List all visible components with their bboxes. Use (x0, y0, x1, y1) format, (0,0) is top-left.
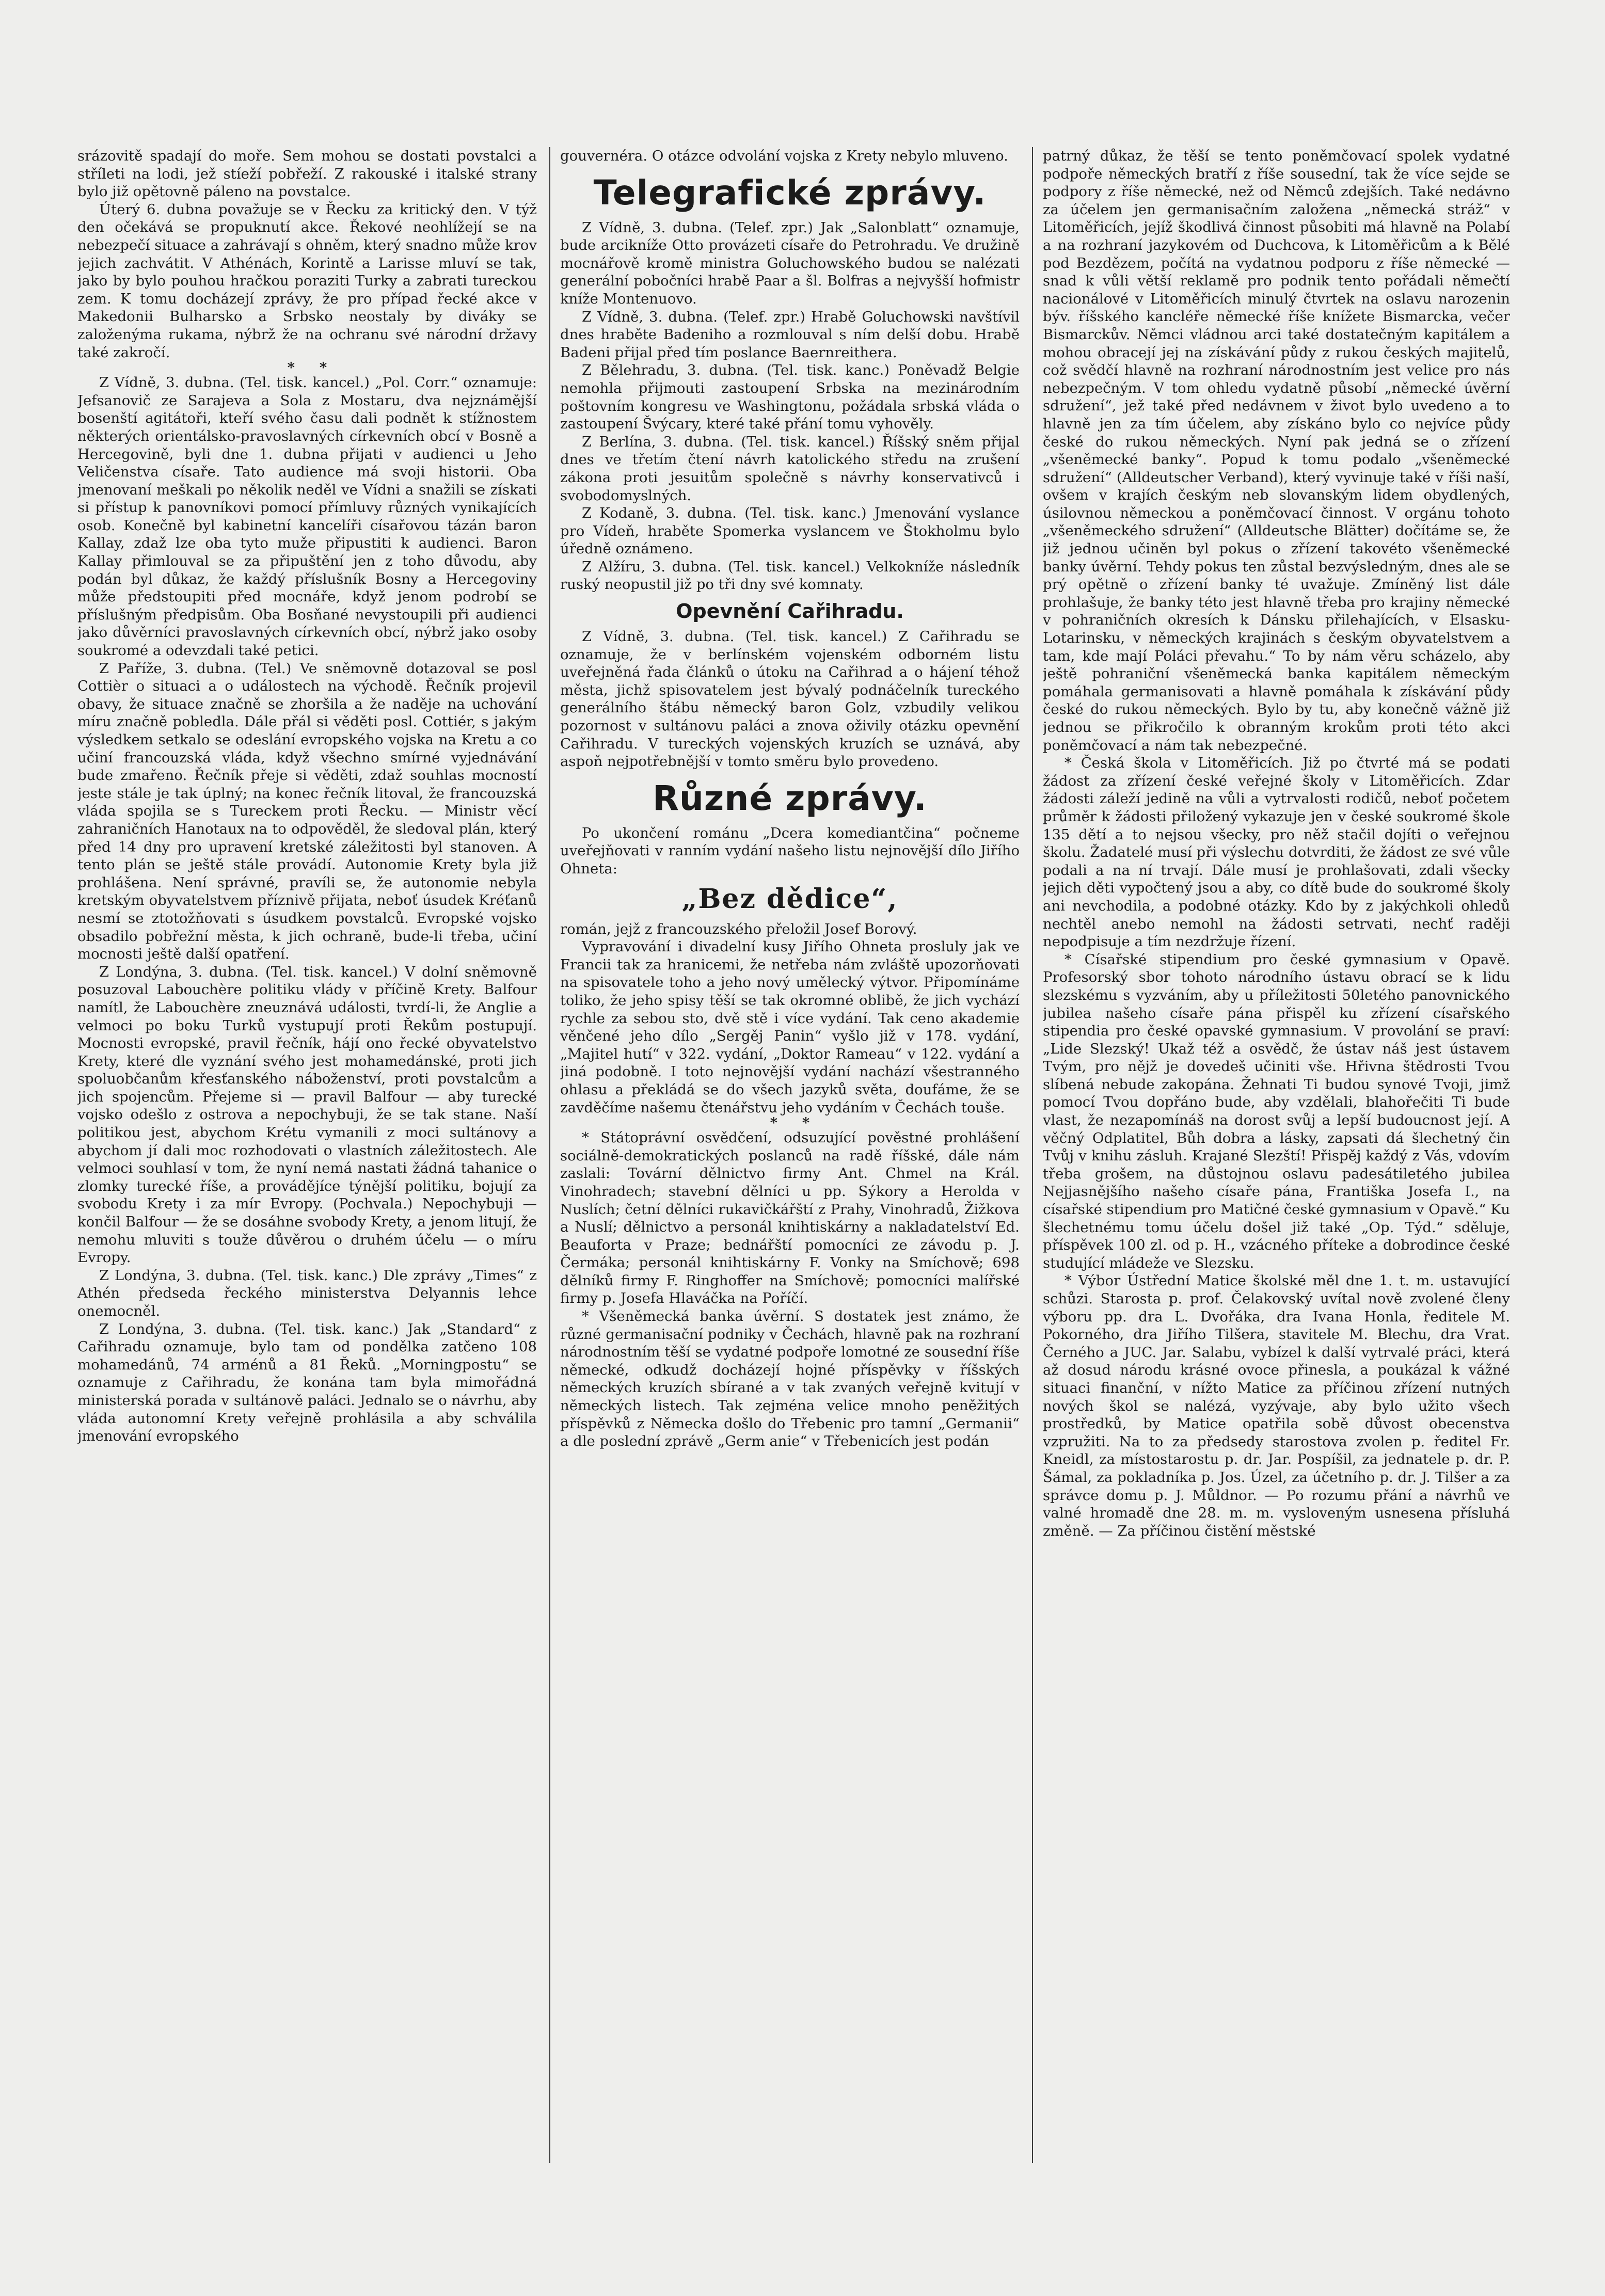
news-item: * Výbor Ústřední Matice školské měl dne 1. t. m. ustavující schůzi. Starosta p. prof. Čelakovský uvítal nově zvolené členy výboru pp. dra L. Dvořáka, dra Ivana Honla, ředitele M. Pokorného, dra Jiřího Tilšera, stavitele M. Blechu, dra Vrat. Černého a JUC. Jar. Salabu, vybízel k další vytrvalé práci, která až dosud národu krásné ovoce přinesla, a poukázal k vážné situaci finanční, v nížto Matice za příčinou zřízení nutných nových škol se nalézá, vyzývaje, aby bylo užito všech prostředků, by Matice opatřila sobě důvost obecenstva vzpružiti. Na to za předsedy starostova zvolen p. ředitel Fr. Kneidl, za místostarostu p. dr. Jar. Pospíšil, za jednatele p. dr. P. Šámal, za pokladníka p. Jos. Úzel, za účetního p. dr. J. Tilšer a za správce domu p. J. Můldnor. — Po rozumu přání a návrhů ve valné hromadě dne 28. m. m. vysloveným usnesena přísluhá změně. — Za příčinou čistění městské (1043, 1272, 1510, 1539)
separator-stars: * * (770, 1114, 810, 1131)
article-paragraph: Vypravování i divadelní kusy Jiřího Ohneta prosluly jak ve Francii tak za hranicemi, že netřeba nám zvláště upozorňovati na spisovatele toho a jeho nový umělecký výtvor. Připomínáme toliko, že jeho spisy těší se tak okromné oblibě, že jich vychází rychle za sebou sto, dvě stě i více vydání. Tak ceno akademie věnčené jeho dílo „Sergěj Panin“ vyšlo již v 178. vydání, „Majitel hutí“ v 322. vydání, „Doktor Rameau“ v 122. vydání a jiná podobně. I toto nejnovější vydání nachází všestranného ohlasu a překládá se do všech jazyků světa, doufáme, že se zavděčíme našemu čtenářstvu jeho vydáním v Čechách touše. (560, 938, 1020, 1116)
telegraf-dispatch: Z Vídně, 3. dubna. (Telef. zpr.) Hrabě Goluchowski navštívil dnes hraběte Badeniho a rozmlouval s ním delší dobu. Hrabě Badeni přijal před tím poslance Baernreithera. (560, 308, 1020, 361)
newspaper-page (77, 147, 1510, 2163)
separator-stars: * * (287, 359, 327, 376)
dispatch-paris: Z Paříže, 3. dubna. (Tel.) Ve sněmovně dotazoval se posl Cottièr o situaci a o událostech na východě. Řečník projevil obavy, že situace značně se zhoršila a že naděje na uchování míru značně pobledla. Dále přál si věděti posl. Cottiér, s jakým výsledkem setkalo se odeslání evropského vojska na Kretu a co učiní francouzská vláda, když všechno smírné vyjednávání bude zmařeno. Řečník přeje si věděti, zdaž souhlas mocností jeste stále je tak úplný; na konec řečník litoval, že francouzská vláda spojila se s Tureckem proti Řecku. — Ministr věcí zahraničních Hanotaux na to odpověděl, že sledoval plán, který před 14 dny pro upravení kretské záležitosti byl stanoven. A tento plán se ještě stále provádí. Autonomie Krety byla již prohlášena. Není správné, pravíli se, že autonomie nebyla kretským obyvatelstvem příznivě přijata, neboť úsudek Kréťanů nesmí se ztotožňovati s úsudkem povstalců. Evropské vojsko obsadilo pobřežní města, k jich ochraně, bude-li třeba, učiní mocnosti ještě další opatření. (77, 660, 537, 963)
news-item: * Česká škola v Litoměřicích. Již po čtvrté má se podati žádost za zřízení české veřejné školy v Litoměřicích. Zdar žádosti záleží jedině na vůli a vytrvalosti rodičů, neboť početem průměr k žádosti přiložený vykazuje jen v české soukromé škole 135 dětí a to nejsou všecky, pro něž stačil dojíti o veřejnou školu. Žadatelé musí při výslechu dotvrditi, že žádost ze své vůle podali a na ní trvají. Dále musí je prohlašovati, zdali všecky jejich děti vypočtený jsou a aby, co dítě bude do soukromé školy ani nevchodila, a podobné otázky. Kdo by z jakýchkoli ohledů nechtěl anebo nemohl na žádosti setrvati, nechť raději nepodpisuje a tím nezdržuje řízení. (1043, 755, 1510, 950)
column-1 (77, 147, 537, 2163)
section-heading-ruzne: Různé zprávy. (653, 778, 927, 818)
article-paragraph: román, jejž z francouzského přeložil Josef Borový. (560, 920, 917, 937)
article-paragraph: Po ukončení románu „Dcera komediantčina“ počneme uveřejňovati v ranním vydání našeho listu nejnovější dílo Jiřího Ohneta: (560, 824, 1020, 877)
novel-title: „Bez dědice“, (681, 883, 898, 915)
news-item: * Císařské stipendium pro české gymnasium v Opavě. Profesorský sbor tohoto národního ústavu obrací se k lidu slezskému s vyzváním, aby u příležitosti 50letého panovnického jubilea našeho císaře pána přispěl ku zřízení císařského stipendia pro české opavské gymnasium. V provolání se praví: „Lide Slezský! Ukaž též a osvědč, že ústav náš jest ústavem Tvým, pro nějž je dovedeš učiniti vše. Hřivna štědrosti Tvou slíbená nebude zakopána. Žehnati Ti budou synové Tvoji, jimž pomocí Tvou dopřáno bude, aby vzdělali, blahořečiti Ti bude vlast, že nezapomínáš na dorost svůj a lepší budoucnost její. A věčný Odplatitel, Bůh dobra a lásky, zapsati dá šlechetný čin Tvůj v knihu zásluh. Krajané Slezští! Přispěj každý z Vás, vdovím třeba grošem, na důstojnou oslavu padesátiletého jubilea Nejjasnějšího našeho císaře pána, Františka Josefa I., na císařské stipendium pro Matičné české gymnasium v Opavě.“ Ku šlechetnému tomu účelu došel již také „Op. Týd.“ sděluje, příspěvek 100 zl. od p. H., vzácného příteke a dobrodince české studující mládeže ve Slezsku. (1043, 951, 1510, 1271)
subheading-opevneni: Opevnění Cařihradu. (676, 600, 904, 623)
telegraf-dispatch: Z Berlína, 3. dubna. (Tel. tisk. kancel.) Říšský sněm přijal dnes ve třetím čtení návrh katolického středu na zrušení zákona proti jesuitům společně s návrhy konservativců i svobodomyslných. (560, 433, 1020, 504)
dispatch-vienna: Z Vídně, 3. dubna. (Tel. tisk. kancel.) „Pol. Corr.“ oznamuje: Jefsanovič ze Sarajeva a Sola z Mostaru, dva nejznámější bosenští agitátoři, kteří svého času dali podnět k stížnostem některých orientálsko-pravoslavných církevních obcí v Bosně a Hercegovině, byli dne 1. dubna přijati v audienci u Jeho Veličenstva císaře. Tato audience má svoji historii. Oba jmenovaní meškali po několik neděl ve Vídni a snažili se získati si přístup k panovníkovi pomocí přímluvy různých vynikajících osob. Konečně byl kabinetní kancelíři císařovou tázán baron Kallay, zdaž lze oba tyto muže připustiti k audienci. Baron Kallay přimlouval se za připuštění jen z toho důvodu, aby podán byl důkaz, že každý příslušník Bosny a Hercegoviny může předstoupiti před mocnáře, když jenom podrobí se příslušným předpisům. Oba Bosňané nevystoupili při audienci jako důvěrníci pravoslavných církevních obcí, nýbrž jako osoby soukromé a odevzdali také petici. (77, 374, 537, 659)
column-rule (549, 147, 550, 2163)
news-item: * Všeněmecká banka úvěrní. S dostatek jest známo, že různé germanisační podniky v Čechách, hlavně pak na rozhraní národnostním těší se vydatné podpoře lomotné ze sousední říše německé, odkudž docházejí hojné příspěvky v říšských německých kruzích sbírané a v tak zvaných veřejně kvitují v německých listech. Tak zejména velice mnoho peněžitých příspěvků z Německa došlo do Třebenic pro tamní „Germanii“ a dle poslední zprávě „Germ anie“ v Třebenicích jest podán (560, 1308, 1020, 1450)
article-paragraph: patrný důkaz, že těší se tento poněmčovací spolek vydatné podpoře německých bratří z říše sousední, tak že více sejde se podpory z říše německé, než od Němců zdejších. Také nedávno za účelem jen germanisačním založena „německá stráž“ v Litoměřicích, jejíž škodlivá činnost působiti má hlavně na Polabí a na rozhraní jazykovém od Duchcova, k Litoměřicům a k Bělé pod Bezdězem, počítá na vydatnou podporu z říše německé — snad k vůli větší reklamě pro podnik tento pořádali němečtí nacionálové v Litoměřicích minulý čtvrtek na oslavu narozenin býv. říšského kancléře německé říše knížete Bismarcka, večer Bismarckův. Němci vládnou arci také dostatečným kapitálem a mohou obracejí jej na získávání půdy z rukou českých majitelů, což svědčí hlavně na rozhraní národnostním jest velice pro nás nebezpečným. V tom ohledu vydatně působí „německé úvěrní sdružení“, jež také před nedávnem v život bylo uvedeno a to hlavně jen za tím účelem, aby získáno bylo co nejvíce půdy české do rukou německých. Nyní pak jedná se o zřízení „všeněmecké banky“. Popud k tomu podalo „všeněmecké sdružení“ (Alldeutscher Verband), který vyvinuje také v říši naší, ovšem v krajích českým neb slovanským lidem obydlených, úsilovnou německou a poněmčovací činnost. V orgánu tohoto „všeněmeckého sdružení“ (Alldeutsche Blätter) dočítáme se, že již jednou učiněn byl pokus o zřízení takovéto všeněmecké banky úvěrní. Tehdy pokus ten zůstal bezvýsledným, dnes ale se prý opětně o zřízení banky té uvažuje. Zmíněný list dále prohlašuje, že banky této jest hlavně třeba pro krajiny německé v pohraničních okresích k Dánsku přilehajících, v Elsasku-Lotarinsku, v německých krajinách s českým obyvatelstvem a tam, kde mají Poláci převahu.“ To by nám věru scházelo, aby ještě pohraniční všeněmecká banka kapitálem německým pomáhala germanisovati a hlavně pomáhala k získávání půdy české do rukou německých. Bylo by tu, aby konečně vážně již jednou se přikročilo k obranným krokům proti této akci poněmčovací a nám tak nebezpečné. (1043, 148, 1510, 754)
telegraf-dispatch: Z Vídně, 3. dubna. (Telef. zpr.) Jak „Salonblatt“ oznamuje, bude arcikníže Otto provázeti císaře do Petrohradu. Ve družině mocnářově kromě ministra Goluchowského budou se nalézati generální pobočníci hrabě Paar a šl. Bolfras a nejvyšší hofmistr kníže Montenuovo. (560, 219, 1020, 307)
column-rule (1032, 147, 1033, 2163)
column-2 (560, 147, 1020, 2163)
section-heading-telegraf: Telegrafické zprávy. (593, 172, 987, 213)
telegraf-dispatch: Z Alžíru, 3. dubna. (Tel. tisk. kancel.) Velkokníže následník ruský neopustil již po tři dny své komnaty. (560, 558, 1020, 593)
news-item: * Státoprávní osvědčení, odsuzující pověstné prohlášení sociálně-demokratických poslanců na radě říšské, dále nám zaslali: Tovární dělnictvo firmy Ant. Chmel na Král. Vinohradech; stavební dělníci u pp. Sýkory a Herolda v Nuslích; četní dělníci rukavičkářští z Prahy, Vinohradů, Žižkova a Nuslí; dělnictvo a personál knihtiskárny a nakladatelství Ed. Beauforta v Praze; bednářští pomocníci ze závodu p. J. Čermáka; personál knihtiskárny F. Vonky na Smíchově; 698 dělníků firmy F. Ringhoffer na Smíchově; pomocníci malířské firmy p. Josefa Hlaváčka na Poříčí. (560, 1129, 1020, 1307)
column-3 (1043, 147, 1510, 2163)
dispatch-london: Z Londýna, 3. dubna. (Tel. tisk. kancel.) V dolní sněmovně posuzoval Labouchère politiku vlády v příčině Krety. Balfour namítl, že Labouchère zneuznává události, tvrdí-li, že Anglie a velmoci po boku Turků vystupují proti Řekům postupují. Mocnosti evropské, pravil řečník, hájí ono řecké obyvatelstvo Krety, které dle vyznání svého jest mohamedánské, proti jich spoluobčanům křesťanského náboženství, proti povstalcům a jich spojencům. Přejeme si — pravil Balfour — aby turecké vojsko odešlo z ostrova a nepochybuji, že se tak stane. Naší politikou jest, abychom Krétu vymanili z moci sultánovy a abychom jí dali moc rozhodovati o vlastních záležitostech. Ale velmoci souhlasí v tom, že nyní nemá nastati žádná tahanice o zlomky turecké říše, a provádějíce týnější politiku, bojují za svobodu Krety i za mír Evropy. (Pochvala.) Nepochybuji — končil Balfour — že se dosáhne svobody Krety, a jenom litují, že nemohu mluviti s touže důvěrou o druhém účelu — o míru Evropy. (77, 963, 537, 1266)
article-paragraph: Z Vídně, 3. dubna. (Tel. tisk. kancel.) Z Cařihradu se oznamuje, že v berlínském vojenském odborném listu uveřejněná řada článků o útoku na Cařihrad a o hájení téhož města, jichž spisovatelem jest bývalý podnáčelník tureckého generálního štábu německý baron Golz, vzbudily velikou pozornost v sultánovu paláci a znova oživily otázku opevnění Cařihradu. V tureckých vojenských kruzích se uznává, aby aspoň nejpotřebnější v tomto směru bylo provedeno. (560, 628, 1020, 770)
telegraf-dispatch: Z Kodaně, 3. dubna. (Tel. tisk. kanc.) Jmenování vyslance pro Vídeň, hraběte Spomerka vyslancem ve Štokholmu bylo úředně oznámeno. (560, 505, 1020, 557)
telegraf-dispatch: Z Bělehradu, 3. dubna. (Tel. tisk. kanc.) Poněvadž Belgie nemohla přijmouti zastoupení Srbska na mezinárodním poštovním kongresu ve Washingtonu, požádala srbská vláda o zastoupení Švýcary, které také přání tomu vyhověly. (560, 362, 1020, 433)
dispatch-london: Z Londýna, 3. dubna. (Tel. tisk. kanc.) Jak „Standard“ z Cařihradu oznamuje, bylo tam od pondělka zatčeno 108 mohamedánů, 74 arménů a 81 Řeků. „Morningpostu“ se oznamuje z Cařihradu, že konána tam byla mimořádná ministerská porada v sultánově paláci. Jednalo se o návrhu, aby vláda autonomní Krety veřejně prohlásila a aby schválila jmenování evropského (77, 1320, 537, 1445)
article-paragraph: Úterý 6. dubna považuje se v Řecku za kritický den. V týž den očekává se propuknutí akce. Řekové neohlížejí se na nebezpečí situace a zahrávají s ohněm, který snadno může krov jejich zachvátit. V Athénách, Korintě a Larisse mluví se tak, jako by bylo pouhou hračkou poraziti Turky a zabrati tureckou zem. K tomu docházejí zprávy, že pro případ řecké akce v Makedonii Bulharsko a Srbsko neostaly by diváky se založenýma rukama, nýbrž že na ochranu své národní državy také zakročí. (77, 201, 537, 361)
article-paragraph: srázovitě spadají do moře. Sem mohou se dostati povstalci a stříleti na lodi, jež stíeží pobřeží. Z rakouské i italské strany bylo již opětovně páleno na povstalce. (77, 148, 537, 200)
dispatch-london: Z Londýna, 3. dubna. (Tel. tisk. kanc.) Dle zprávy „Times“ z Athén předseda řeckého ministerstva Delyannis lehce onemocněl. (77, 1267, 537, 1319)
article-paragraph: gouvernéra. O otázce odvolání vojska z Krety nebylo mluveno. (560, 148, 1008, 164)
